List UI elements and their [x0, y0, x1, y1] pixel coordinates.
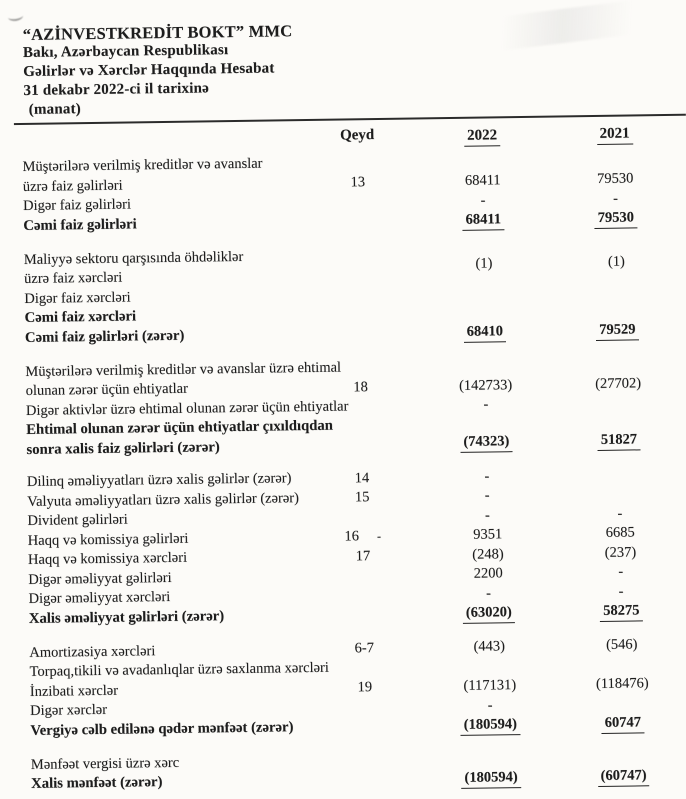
column-header-note: Qeyd	[339, 127, 375, 144]
value-2021	[574, 300, 659, 321]
value-2022: (248)	[472, 545, 504, 563]
value-2021: (546)	[605, 636, 638, 653]
value-2021	[574, 281, 659, 302]
row-label: Mənfəət vergisi üzrə xərc	[30, 754, 180, 773]
value-2022: 68411	[464, 172, 501, 189]
note-cell: 17	[355, 547, 371, 564]
value-2022: 68410	[395, 321, 575, 345]
note-cell	[326, 396, 396, 416]
currency-unit: (manat)	[28, 101, 82, 118]
total-row	[4, 412, 686, 461]
note-cell	[328, 565, 398, 585]
row-label: Digər xərclər	[30, 701, 108, 719]
row-label: Vergiyə cəlb edilənə qədər mənfəət (zərər)	[30, 718, 294, 739]
value-2021: 60747	[580, 713, 665, 735]
value-2022	[401, 748, 581, 770]
note-cell	[324, 304, 394, 324]
value-2021: 58275	[579, 601, 664, 623]
value-2022: (443)	[473, 638, 506, 655]
note-cell: 13	[350, 174, 366, 191]
note-cell	[330, 716, 400, 738]
row-label: İnzibati xərclər	[29, 682, 119, 700]
row-label: Müştərilərə verilmiş kreditlər və avanslar üzrə ehtimal olunan zərər üçün ehtiyatlar	[25, 359, 342, 399]
note-cell: 15	[354, 489, 370, 506]
value-2021: -	[612, 190, 619, 207]
note-cell	[323, 192, 393, 212]
value-2021	[581, 747, 666, 768]
row-label: Cəmi faiz gəlirləri	[23, 215, 137, 234]
value-2022: -	[487, 696, 493, 714]
value-2021: (60747)	[581, 766, 666, 788]
value-2022	[394, 282, 574, 304]
note-cell	[330, 697, 400, 717]
note-cell: 19	[357, 679, 373, 696]
statement-body	[0, 149, 686, 797]
note-cell	[327, 507, 397, 527]
value-2022: (1)	[475, 254, 493, 272]
note-cell	[324, 284, 394, 304]
row-label: Digər əməliyyat gəlirləri	[28, 569, 172, 588]
note-cell: 14	[354, 469, 370, 486]
value-2021: 79529	[575, 320, 660, 342]
value-2022: (180594)	[401, 767, 581, 791]
row-label: Cəmi faiz gəlirləri (zərər)	[24, 327, 185, 346]
note-cell	[331, 750, 401, 770]
value-2022: (142733)	[458, 376, 513, 394]
row-label: Xalis əməliyyat gəlirləri (zərər)	[28, 607, 225, 627]
row-label: Xalis mənfəət (zərər)	[31, 774, 163, 792]
value-2021	[580, 693, 665, 714]
row-label: Haqq və komissiya xərcləri	[27, 549, 188, 568]
value-2021: (1)	[607, 253, 625, 270]
value-2021	[577, 464, 662, 485]
note-cell	[328, 585, 398, 605]
row-label: Digər faiz gəlirləri	[22, 196, 132, 214]
note-cell	[329, 604, 399, 626]
row-label: Digər əməliyyat xərcləri	[28, 588, 171, 607]
note-cell	[331, 770, 401, 792]
note-cell	[326, 416, 397, 456]
value-2021	[579, 654, 664, 675]
note-cell	[325, 323, 395, 345]
value-2021	[577, 484, 662, 505]
value-2022: -	[484, 487, 490, 504]
row-label: Haqq və komissiya gəlirləri	[27, 530, 189, 549]
value-2021: (237)	[604, 543, 637, 561]
value-2022: 68411	[393, 209, 573, 233]
value-2022: (117131)	[463, 677, 517, 694]
value-2022: 9351	[473, 526, 503, 543]
row-label: Torpaq,tikili və avadanlıqlar üzrə saxlanma xərcləri	[29, 659, 329, 680]
row-label: Müştərilərə verilmiş kreditlər və avanslar üzrə faiz gəlirləri	[22, 155, 263, 195]
value-2021: 51827	[576, 412, 662, 452]
row-label: Valyuta əməliyyatları üzrə xalis gəlirlər (zərər)	[27, 489, 300, 510]
row-label: Digər aktivlər üzrə ehtimal olunan zərər üçün ehtiyatlar	[25, 397, 349, 419]
value-2021: -	[618, 563, 624, 580]
row-label: Cəmi faiz xərcləri	[24, 308, 137, 326]
value-2022: (74323)	[396, 413, 577, 455]
value-2022	[394, 301, 574, 323]
row-label: Divident gəlirləri	[27, 511, 128, 529]
value-2022: -	[484, 506, 490, 524]
value-2022: 2200	[473, 565, 503, 582]
row-label: Maliyyə sektoru qarşısında öhdəliklər üzrə faiz xərcləri	[23, 248, 244, 287]
note-cell	[323, 211, 393, 233]
value-2022: -	[484, 467, 490, 485]
column-header-2021: 2021	[572, 123, 657, 150]
company-name: “AZİNVESTKREDİT BOKT” MMC	[22, 21, 293, 44]
note-cell: 6-7	[354, 640, 375, 657]
row-label: Amortizasiya xərcləri	[29, 642, 156, 661]
note-cell: 16 -	[344, 528, 382, 545]
city-line: Bakı, Azərbaycan Respublikası	[22, 42, 229, 61]
value-2021: (27702)	[595, 374, 642, 392]
value-2022: -	[480, 192, 486, 209]
note-cell	[329, 658, 399, 678]
value-2021: 79530	[597, 170, 634, 187]
value-2022: (63020)	[399, 602, 579, 626]
value-2022: -	[483, 396, 489, 413]
value-2022: -	[485, 584, 492, 602]
value-2021: -	[617, 505, 623, 522]
value-2021: -	[618, 583, 624, 600]
row-label: Digər faiz xərcləri	[24, 288, 131, 307]
value-2022	[399, 655, 579, 677]
note-cell	[324, 245, 395, 285]
value-2021: 6685	[605, 524, 635, 541]
value-2021: (118476)	[595, 675, 649, 693]
value-2021	[576, 393, 661, 414]
row-label: Dilinq əməliyyatları üzrə xalis gəlirlər (zərər)	[26, 470, 292, 490]
column-header-2022: 2022	[392, 124, 572, 153]
report-title: Gəlirlər və Xərclər Haqqında Hesabat	[23, 60, 275, 80]
value-2022: (180594)	[400, 714, 580, 738]
value-2021: 79530	[573, 208, 658, 230]
note-cell: 18	[353, 378, 368, 395]
row-label: Ehtimal olunan zərər üçün ehtiyatlar çıxıldıqdan sonra xalis faiz gəlirləri (zərər)	[26, 417, 333, 458]
date-line: 31 dekabr 2022-ci il tarixinə	[23, 80, 210, 99]
document-header	[0, 0, 686, 120]
